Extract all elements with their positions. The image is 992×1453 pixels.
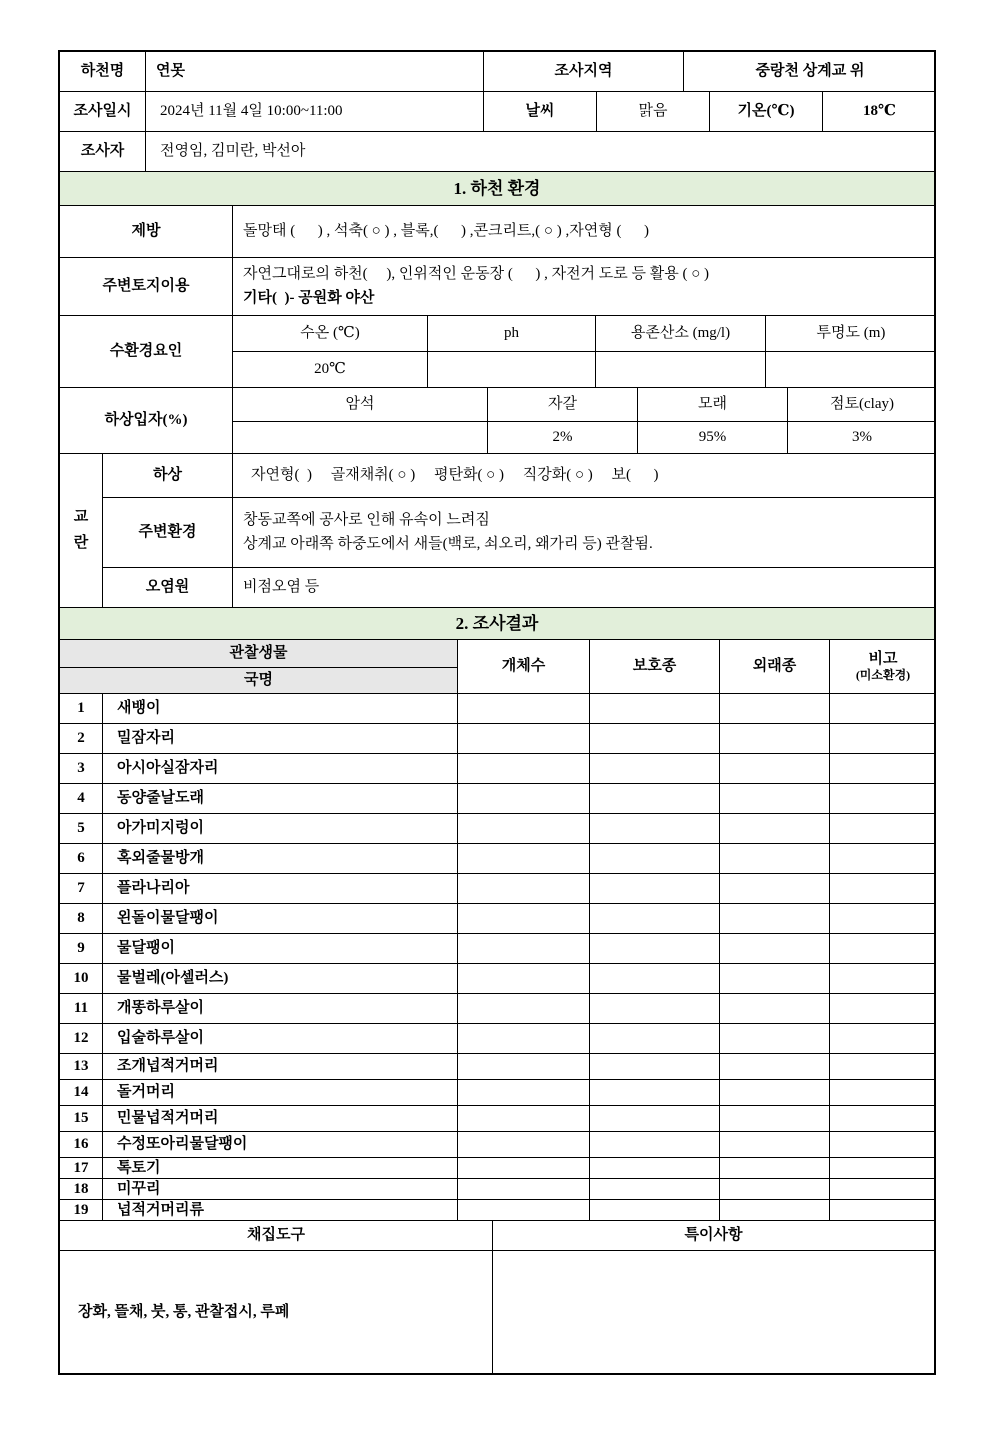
protected-header: 보호종: [590, 640, 720, 693]
species-note-cell: [830, 754, 936, 783]
river-survey-form: [58, 50, 936, 1375]
observed-header: 관찰생물: [60, 640, 457, 668]
tools-label: 채집도구: [60, 1221, 493, 1250]
gravel-header: 자갈: [488, 388, 638, 421]
species-number: 14: [60, 1080, 103, 1105]
embankment-label: 제방: [60, 206, 233, 257]
species-note-cell: [830, 814, 936, 843]
species-protected-cell: [590, 994, 720, 1023]
species-invasive-cell: [720, 1106, 830, 1131]
species-number: 12: [60, 1024, 103, 1053]
species-number: 10: [60, 964, 103, 993]
embankment-row: [60, 206, 934, 258]
species-count-cell: [458, 994, 590, 1023]
note-header: 비고: [868, 650, 898, 667]
clay-value: 3%: [852, 429, 872, 446]
species-number: 3: [60, 754, 103, 783]
species-row: [60, 1054, 934, 1080]
water-temp-value: 20℃: [233, 352, 428, 387]
species-name: 넙적거머리류: [103, 1200, 458, 1220]
water-env-label: 수환경요인: [60, 316, 233, 387]
species-table-body: [60, 694, 934, 1221]
species-number: 18: [60, 1179, 103, 1199]
results-header-row: [60, 640, 934, 694]
species-invasive-cell: [720, 724, 830, 753]
species-count-cell: [458, 814, 590, 843]
species-name: 돌거머리: [103, 1080, 458, 1105]
species-row: [60, 1080, 934, 1106]
species-name: 수정또아리물달팽이: [103, 1132, 458, 1157]
surveyor-value: 전영임, 김미란, 박선아: [160, 143, 306, 160]
species-name: 동양줄날도래: [103, 784, 458, 813]
species-note-cell: [830, 1132, 936, 1157]
pollution-label: 오염원: [103, 568, 233, 607]
species-row: [60, 784, 934, 814]
species-invasive-cell: [720, 994, 830, 1023]
species-name: 혹외줄물방개: [103, 844, 458, 873]
transparency-value: [766, 352, 936, 387]
species-count-cell: [458, 964, 590, 993]
land-use-label: 주변토지이용: [60, 258, 233, 315]
river-name-label: 하천명: [60, 52, 146, 91]
tools-value: 장화, 뜰채, 붓, 통, 관찰접시, 루페: [60, 1251, 493, 1373]
species-row: [60, 874, 934, 904]
species-number: 9: [60, 934, 103, 963]
species-number: 11: [60, 994, 103, 1023]
species-name: 플라나리아: [103, 874, 458, 903]
species-protected-cell: [590, 934, 720, 963]
note-subheader: (미소환경): [855, 668, 911, 683]
section2-title: 2. 조사결과: [60, 608, 934, 639]
notes-label: 특이사항: [684, 1227, 743, 1244]
species-note-cell: [830, 874, 936, 903]
species-invasive-cell: [720, 934, 830, 963]
species-invasive-cell: [720, 754, 830, 783]
species-protected-cell: [590, 724, 720, 753]
species-invasive-cell: [720, 844, 830, 873]
species-invasive-cell: [720, 694, 830, 723]
surrounding-label: 주변환경: [103, 498, 233, 567]
species-protected-cell: [590, 784, 720, 813]
species-name: 입술하루살이: [103, 1024, 458, 1053]
disturbance-surrounding-row: [103, 498, 934, 568]
species-row: [60, 964, 934, 994]
species-protected-cell: [590, 964, 720, 993]
gravel-value: 2%: [488, 422, 638, 453]
species-number: 13: [60, 1054, 103, 1079]
species-note-cell: [830, 694, 936, 723]
land-use-line2: 기타( )- 공원화 야산: [243, 290, 375, 306]
species-note-cell: [830, 1080, 936, 1105]
land-use-line1: 자연그대로의 하천( ), 인위적인 운동장 ( ) , 자전거 도로 등 활용 ( ○ ): [243, 266, 710, 283]
species-note-cell: [830, 994, 936, 1023]
species-count-cell: [458, 1200, 590, 1220]
species-count-cell: [458, 724, 590, 753]
section1-title: 1. 하천 환경: [60, 172, 934, 205]
embankment-value: 돌망태 ( ) , 석축( ○ ) , 블록,( ) ,콘크리트,( ○ ) ,자연형 ( ): [243, 223, 649, 240]
sand-value: 95%: [638, 422, 788, 453]
notes-value: [493, 1251, 934, 1373]
surrounding-line2: 상계교 아래쪽 하중도에서 새들(백로, 쇠오리, 왜가리 등) 관찰됨.: [243, 536, 653, 552]
species-number: 5: [60, 814, 103, 843]
dissolved-oxygen-header: 용존산소 (mg/l): [596, 316, 766, 351]
species-note-cell: [830, 1106, 936, 1131]
species-count-cell: [458, 1080, 590, 1105]
disturbance-rows: [103, 454, 934, 607]
species-count-cell: [458, 904, 590, 933]
species-name: 개똥하루살이: [103, 994, 458, 1023]
species-invasive-cell: [720, 1200, 830, 1220]
species-note-cell: [830, 784, 936, 813]
species-count-cell: [458, 694, 590, 723]
species-count-cell: [458, 1106, 590, 1131]
species-count-cell: [458, 784, 590, 813]
species-name: 새뱅이: [103, 694, 458, 723]
water-env-value-row: [233, 352, 936, 387]
species-count-cell: [458, 754, 590, 783]
footer-content-row: [60, 1251, 934, 1373]
survey-datetime-label: 조사일시: [60, 92, 146, 131]
water-temp-header: 수온 (℃): [233, 316, 428, 351]
species-count-cell: [458, 844, 590, 873]
ph-value: [428, 352, 596, 387]
species-number: 1: [60, 694, 103, 723]
species-protected-cell: [590, 694, 720, 723]
ph-header: ph: [428, 316, 596, 351]
species-name: 톡토기: [103, 1158, 458, 1178]
top-row-surveyor: [60, 132, 934, 172]
species-note-cell: [830, 1200, 936, 1220]
top-row-river: [60, 52, 934, 92]
disturbance-block: [60, 454, 934, 608]
survey-area-label: 조사지역: [484, 52, 684, 91]
disturbance-pollution-row: [103, 568, 934, 607]
species-invasive-cell: [720, 784, 830, 813]
disturbance-label-text: 교란: [73, 509, 89, 551]
species-number: 17: [60, 1158, 103, 1178]
bed-particle-grid: [233, 388, 936, 453]
survey-datetime-value: 2024년 11월 4일 10:00~11:00: [146, 92, 484, 131]
species-protected-cell: [590, 1080, 720, 1105]
species-row: [60, 934, 934, 964]
pollution-value: 비점오염 등: [243, 579, 320, 596]
species-name: 미꾸리: [103, 1179, 458, 1199]
species-invasive-cell: [720, 1024, 830, 1053]
species-number: 15: [60, 1106, 103, 1131]
species-row: [60, 844, 934, 874]
species-row: [60, 994, 934, 1024]
water-env-grid: [233, 316, 936, 387]
species-protected-cell: [590, 1179, 720, 1199]
surrounding-value: [233, 498, 934, 567]
rock-value: [233, 422, 488, 453]
species-protected-cell: [590, 844, 720, 873]
weather-value: 맑음: [597, 92, 710, 131]
species-invasive-cell: [720, 814, 830, 843]
species-number: 4: [60, 784, 103, 813]
disturbance-bed-row: [103, 454, 934, 498]
species-note-cell: [830, 934, 936, 963]
transparency-header: 투명도 (m): [816, 325, 886, 342]
species-row: [60, 1179, 934, 1200]
species-row: [60, 724, 934, 754]
species-note-cell: [830, 724, 936, 753]
water-env-row: [60, 316, 934, 388]
species-note-cell: [830, 1054, 936, 1079]
invasive-header: 외래종: [720, 640, 830, 693]
weather-label: 날씨: [484, 92, 597, 131]
river-name-value: 연못: [146, 52, 484, 91]
bed-particle-value-row: [233, 422, 936, 453]
water-env-header-row: [233, 316, 936, 352]
clay-header: 점토(clay): [830, 396, 894, 413]
species-name: 물달팽이: [103, 934, 458, 963]
species-count-cell: [458, 1054, 590, 1079]
name-header: 국명: [60, 668, 457, 693]
footer-header-row: [60, 1221, 934, 1251]
observed-header-stack: [60, 640, 458, 693]
species-number: 2: [60, 724, 103, 753]
species-row: [60, 1200, 934, 1221]
species-protected-cell: [590, 1158, 720, 1178]
species-number: 16: [60, 1132, 103, 1157]
species-row: [60, 1024, 934, 1054]
bed-particle-label: 하상입자(%): [60, 388, 233, 453]
bed-particle-header-row: [233, 388, 936, 422]
land-use-value: [233, 258, 934, 315]
species-note-cell: [830, 1158, 936, 1178]
species-invasive-cell: [720, 1080, 830, 1105]
species-protected-cell: [590, 1024, 720, 1053]
species-name: 왼돌이물달팽이: [103, 904, 458, 933]
species-protected-cell: [590, 754, 720, 783]
species-invasive-cell: [720, 874, 830, 903]
species-invasive-cell: [720, 1054, 830, 1079]
species-row: [60, 754, 934, 784]
species-count-cell: [458, 874, 590, 903]
species-number: 6: [60, 844, 103, 873]
species-invasive-cell: [720, 1179, 830, 1199]
species-protected-cell: [590, 1200, 720, 1220]
species-note-cell: [830, 1179, 936, 1199]
species-name: 물벌레(아셀러스): [103, 964, 458, 993]
species-note-cell: [830, 844, 936, 873]
species-invasive-cell: [720, 1158, 830, 1178]
count-header: 개체수: [458, 640, 590, 693]
note-header-cell: [830, 640, 936, 693]
species-protected-cell: [590, 1132, 720, 1157]
species-invasive-cell: [720, 964, 830, 993]
species-name: 밀잠자리: [103, 724, 458, 753]
species-note-cell: [830, 1024, 936, 1053]
surrounding-line1: 창동교쪽에 공사로 인해 유속이 느려짐: [243, 512, 490, 529]
species-row: [60, 814, 934, 844]
temperature-label: 기온(℃): [710, 92, 823, 131]
species-number: 19: [60, 1200, 103, 1220]
rock-header: 암석: [233, 388, 488, 421]
species-protected-cell: [590, 904, 720, 933]
species-row: [60, 1106, 934, 1132]
top-row-datetime: [60, 92, 934, 132]
species-name: 민물넙적거머리: [103, 1106, 458, 1131]
species-note-cell: [830, 964, 936, 993]
species-protected-cell: [590, 1106, 720, 1131]
species-count-cell: [458, 1179, 590, 1199]
bed-label: 하상: [103, 454, 233, 497]
temperature-value: 18℃: [863, 103, 896, 120]
species-name: 아가미지렁이: [103, 814, 458, 843]
species-count-cell: [458, 1158, 590, 1178]
species-name: 조개넙적거머리: [103, 1054, 458, 1079]
species-protected-cell: [590, 1054, 720, 1079]
species-invasive-cell: [720, 904, 830, 933]
species-protected-cell: [590, 874, 720, 903]
survey-area-value: 중랑천 상계교 위: [755, 63, 865, 80]
disturbance-label: [60, 454, 103, 607]
species-name: 아시아실잠자리: [103, 754, 458, 783]
section2-title-row: [60, 608, 934, 640]
section1-title-row: [60, 172, 934, 206]
species-note-cell: [830, 904, 936, 933]
species-number: 8: [60, 904, 103, 933]
land-use-row: [60, 258, 934, 316]
species-protected-cell: [590, 814, 720, 843]
bed-value: 자연형( ) 골재채취( ○ ) 평탄화( ○ ) 직강화( ○ ) 보( ): [251, 467, 659, 484]
species-count-cell: [458, 1024, 590, 1053]
species-row: [60, 1158, 934, 1179]
species-row: [60, 1132, 934, 1158]
bed-particle-row: [60, 388, 934, 454]
sand-header: 모래: [638, 388, 788, 421]
dissolved-oxygen-value: [596, 352, 766, 387]
species-row: [60, 904, 934, 934]
species-number: 7: [60, 874, 103, 903]
species-invasive-cell: [720, 1132, 830, 1157]
species-row: [60, 694, 934, 724]
species-count-cell: [458, 934, 590, 963]
species-count-cell: [458, 1132, 590, 1157]
surveyor-label: 조사자: [60, 132, 146, 171]
